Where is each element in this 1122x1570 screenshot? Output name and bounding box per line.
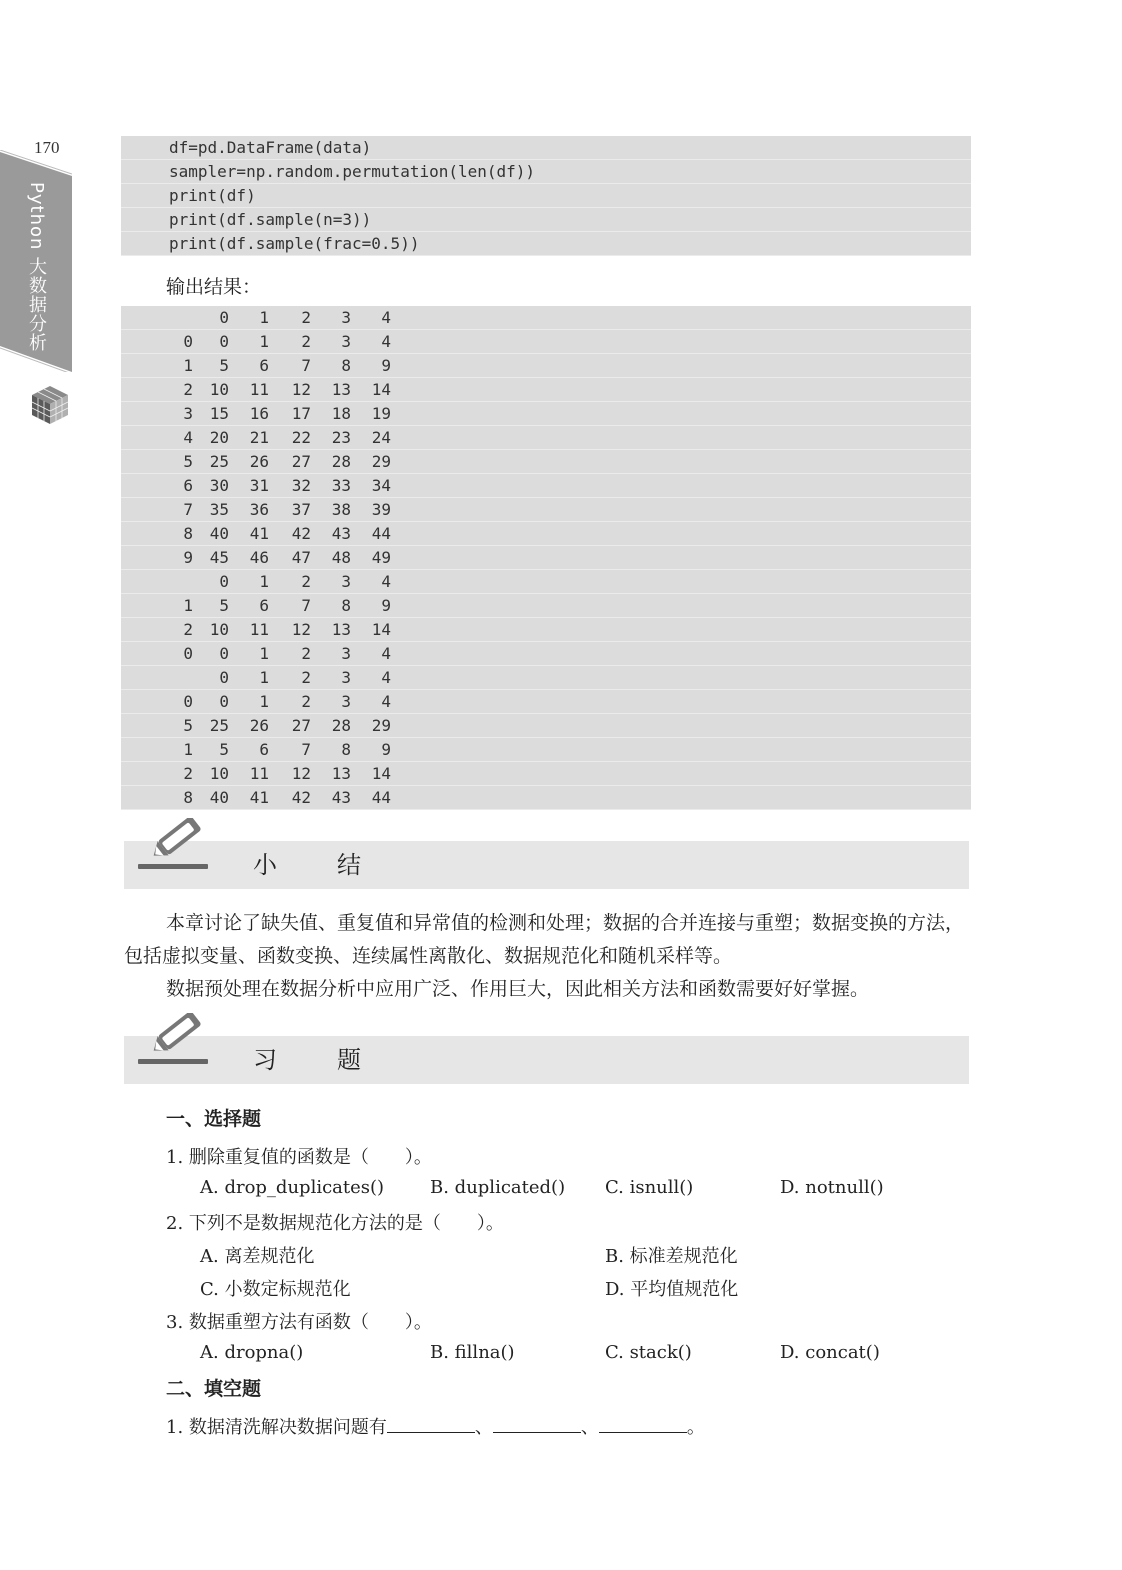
output-cell: 6 xyxy=(259,596,269,615)
q2-option-d: D. 平均值规范化 xyxy=(605,1279,739,1300)
output-cell: 25 xyxy=(209,716,229,735)
output-cell: 6 xyxy=(259,740,269,759)
output-cell: 37 xyxy=(291,500,311,519)
output-cell: 24 xyxy=(371,428,391,447)
output-cell: 10 xyxy=(209,620,229,639)
output-cell: 29 xyxy=(371,452,391,471)
output-cell: 46 xyxy=(249,548,269,567)
output-cell: 27 xyxy=(291,716,311,735)
output-cell: 2 xyxy=(301,644,311,663)
output-cell: 13 xyxy=(331,620,351,639)
output-cell: 10 xyxy=(209,764,229,783)
blank-end: 。 xyxy=(686,1417,705,1438)
output-row xyxy=(121,450,971,474)
pencil-icon xyxy=(134,1013,214,1073)
output-cell: 26 xyxy=(249,452,269,471)
output-row xyxy=(121,690,971,714)
output-index: 1 xyxy=(183,740,193,759)
output-cell: 3 xyxy=(341,308,351,327)
output-cell: 0 xyxy=(219,572,229,591)
output-cell: 1 xyxy=(259,644,269,663)
output-cell: 14 xyxy=(371,380,391,399)
exercises-title: 习题 xyxy=(253,1046,421,1074)
summary-paragraph: 数据预处理在数据分析中应用广泛、作用巨大，因此相关方法和函数需要好好掌握。 xyxy=(166,978,870,1000)
answer-blank[interactable] xyxy=(387,1416,475,1433)
q2-option-b: B. 标准差规范化 xyxy=(605,1246,738,1267)
output-cell: 13 xyxy=(331,380,351,399)
output-cell: 34 xyxy=(371,476,391,495)
output-cell: 30 xyxy=(209,476,229,495)
output-cell: 29 xyxy=(371,716,391,735)
output-index: 1 xyxy=(183,596,193,615)
output-row xyxy=(121,714,971,738)
output-cell: 16 xyxy=(249,404,269,423)
output-row xyxy=(121,474,971,498)
output-cell: 8 xyxy=(341,356,351,375)
output-cell: 11 xyxy=(249,764,269,783)
output-row xyxy=(121,546,971,570)
output-cell: 0 xyxy=(219,668,229,687)
output-cell: 1 xyxy=(259,692,269,711)
output-cell: 2 xyxy=(301,668,311,687)
output-row xyxy=(121,306,971,330)
output-cell: 0 xyxy=(219,332,229,351)
q1-option-c: C. isnull() xyxy=(605,1177,694,1198)
output-cell: 25 xyxy=(209,452,229,471)
output-index: 0 xyxy=(183,644,193,663)
output-index: 1 xyxy=(183,356,193,375)
code-line: sampler=np.random.permutation(len(df)) xyxy=(121,160,971,184)
output-index: 5 xyxy=(183,716,193,735)
q3-option-d: D. concat() xyxy=(780,1342,880,1363)
output-row xyxy=(121,666,971,690)
output-cell: 0 xyxy=(219,308,229,327)
output-row xyxy=(121,354,971,378)
output-cell: 42 xyxy=(291,788,311,807)
question-3: 3. 数据重塑方法有函数（ ）。 xyxy=(166,1312,432,1333)
output-cell: 5 xyxy=(219,740,229,759)
output-cell: 4 xyxy=(381,308,391,327)
output-index: 0 xyxy=(183,692,193,711)
output-cell: 20 xyxy=(209,428,229,447)
output-cell: 12 xyxy=(291,380,311,399)
section-fill-heading: 二、填空题 xyxy=(166,1378,262,1400)
output-index: 8 xyxy=(183,524,193,543)
output-cell: 26 xyxy=(249,716,269,735)
output-block xyxy=(121,306,971,810)
output-index: 7 xyxy=(183,500,193,519)
q1-option-a: A. drop_duplicates() xyxy=(200,1177,385,1198)
output-cell: 8 xyxy=(341,596,351,615)
q3-option-b: B. fillna() xyxy=(430,1342,515,1363)
output-index: 2 xyxy=(183,380,193,399)
output-cell: 9 xyxy=(381,740,391,759)
section-choice-heading: 一、选择题 xyxy=(166,1108,262,1130)
output-cell: 18 xyxy=(331,404,351,423)
output-cell: 3 xyxy=(341,692,351,711)
output-cell: 22 xyxy=(291,428,311,447)
output-index: 0 xyxy=(183,332,193,351)
output-cell: 8 xyxy=(341,740,351,759)
output-cell: 42 xyxy=(291,524,311,543)
q3-option-c: C. stack() xyxy=(605,1342,692,1363)
output-cell: 19 xyxy=(371,404,391,423)
output-cell: 7 xyxy=(301,596,311,615)
output-cell: 3 xyxy=(341,644,351,663)
output-cell: 3 xyxy=(341,572,351,591)
output-index: 8 xyxy=(183,788,193,807)
output-index: 4 xyxy=(183,428,193,447)
output-cell: 4 xyxy=(381,668,391,687)
output-index: 5 xyxy=(183,452,193,471)
output-row xyxy=(121,426,971,450)
output-cell: 2 xyxy=(301,692,311,711)
output-cell: 4 xyxy=(381,572,391,591)
output-cell: 5 xyxy=(219,596,229,615)
code-line: df=pd.DataFrame(data) xyxy=(121,136,971,160)
summary-title: 小结 xyxy=(253,851,421,879)
exercises-header-bar xyxy=(124,1036,969,1084)
output-cell: 40 xyxy=(209,524,229,543)
output-cell: 45 xyxy=(209,548,229,567)
output-cell: 10 xyxy=(209,380,229,399)
output-cell: 28 xyxy=(331,452,351,471)
output-cell: 1 xyxy=(259,572,269,591)
code-line: print(df) xyxy=(121,184,971,208)
output-cell: 7 xyxy=(301,356,311,375)
output-cell: 1 xyxy=(259,332,269,351)
output-index: 2 xyxy=(183,764,193,783)
output-cell: 35 xyxy=(209,500,229,519)
output-cell: 5 xyxy=(219,356,229,375)
q2-option-a: A. 离差规范化 xyxy=(200,1246,315,1267)
output-cell: 4 xyxy=(381,644,391,663)
output-cell: 13 xyxy=(331,764,351,783)
output-cell: 39 xyxy=(371,500,391,519)
output-cell: 31 xyxy=(249,476,269,495)
output-row xyxy=(121,618,971,642)
output-cell: 43 xyxy=(331,524,351,543)
output-row xyxy=(121,786,971,810)
output-cell: 2 xyxy=(301,332,311,351)
fill-question-text: 1. 数据清洗解决数据问题有 xyxy=(166,1417,387,1438)
pencil-icon xyxy=(134,818,214,878)
code-line: print(df.sample(frac=0.5)) xyxy=(121,232,971,256)
fill-question-1 xyxy=(166,1413,705,1439)
summary-paragraph: 本章讨论了缺失值、重复值和异常值的检测和处理；数据的合并连接与重塑；数据变换的方法，包括虚拟变量、函数变换、连续属性离散化、数据规范化和随机采样等。 xyxy=(124,912,965,967)
output-cell: 41 xyxy=(249,788,269,807)
output-cell: 48 xyxy=(331,548,351,567)
question-1: 1. 删除重复值的函数是（ ）。 xyxy=(166,1147,432,1168)
code-block xyxy=(121,136,971,256)
output-cell: 12 xyxy=(291,620,311,639)
output-cell: 14 xyxy=(371,764,391,783)
output-cell: 32 xyxy=(291,476,311,495)
q1-option-b: B. duplicated() xyxy=(430,1177,566,1198)
output-row xyxy=(121,594,971,618)
output-row xyxy=(121,498,971,522)
output-label: 输出结果： xyxy=(166,276,262,298)
output-cell: 3 xyxy=(341,668,351,687)
output-cell: 28 xyxy=(331,716,351,735)
output-row xyxy=(121,738,971,762)
question-2: 2. 下列不是数据规范化方法的是（ ）。 xyxy=(166,1213,504,1234)
output-cell: 12 xyxy=(291,764,311,783)
output-cell: 33 xyxy=(331,476,351,495)
output-cell: 15 xyxy=(209,404,229,423)
output-cell: 11 xyxy=(249,620,269,639)
output-cell: 49 xyxy=(371,548,391,567)
output-cell: 27 xyxy=(291,452,311,471)
page-number: 170 xyxy=(34,138,60,157)
output-cell: 9 xyxy=(381,356,391,375)
output-row xyxy=(121,762,971,786)
output-cell: 43 xyxy=(331,788,351,807)
output-index: 6 xyxy=(183,476,193,495)
output-cell: 41 xyxy=(249,524,269,543)
output-cell: 6 xyxy=(259,356,269,375)
output-cell: 2 xyxy=(301,572,311,591)
output-row xyxy=(121,402,971,426)
output-cell: 11 xyxy=(249,380,269,399)
answer-blank[interactable] xyxy=(599,1416,687,1433)
blank-separator: 、 xyxy=(474,1417,493,1438)
blank-separator: 、 xyxy=(580,1417,599,1438)
output-cell: 0 xyxy=(219,692,229,711)
output-cell: 44 xyxy=(371,524,391,543)
output-index: 9 xyxy=(183,548,193,567)
output-index: 3 xyxy=(183,404,193,423)
output-cell: 17 xyxy=(291,404,311,423)
summary-text xyxy=(124,907,970,1006)
output-cell: 36 xyxy=(249,500,269,519)
output-row xyxy=(121,330,971,354)
output-cell: 7 xyxy=(301,740,311,759)
q2-option-c: C. 小数定标规范化 xyxy=(200,1279,351,1300)
output-cell: 4 xyxy=(381,692,391,711)
output-row xyxy=(121,642,971,666)
output-cell: 4 xyxy=(381,332,391,351)
output-cell: 44 xyxy=(371,788,391,807)
output-cell: 1 xyxy=(259,308,269,327)
summary-header-bar xyxy=(124,841,969,889)
output-cell: 0 xyxy=(219,644,229,663)
output-index: 2 xyxy=(183,620,193,639)
output-cell: 3 xyxy=(341,332,351,351)
output-cell: 38 xyxy=(331,500,351,519)
output-cell: 21 xyxy=(249,428,269,447)
cube-logo-icon xyxy=(28,382,72,430)
output-cell: 47 xyxy=(291,548,311,567)
output-cell: 1 xyxy=(259,668,269,687)
output-cell: 40 xyxy=(209,788,229,807)
output-cell: 23 xyxy=(331,428,351,447)
q3-option-a: A. dropna() xyxy=(200,1342,304,1363)
side-tab-title: Python 大数据分析 xyxy=(26,182,47,353)
output-cell: 14 xyxy=(371,620,391,639)
code-line: print(df.sample(n=3)) xyxy=(121,208,971,232)
answer-blank[interactable] xyxy=(493,1416,581,1433)
output-cell: 2 xyxy=(301,308,311,327)
output-row xyxy=(121,522,971,546)
q1-option-d: D. notnull() xyxy=(780,1177,884,1198)
output-row xyxy=(121,570,971,594)
output-cell: 9 xyxy=(381,596,391,615)
output-row xyxy=(121,378,971,402)
